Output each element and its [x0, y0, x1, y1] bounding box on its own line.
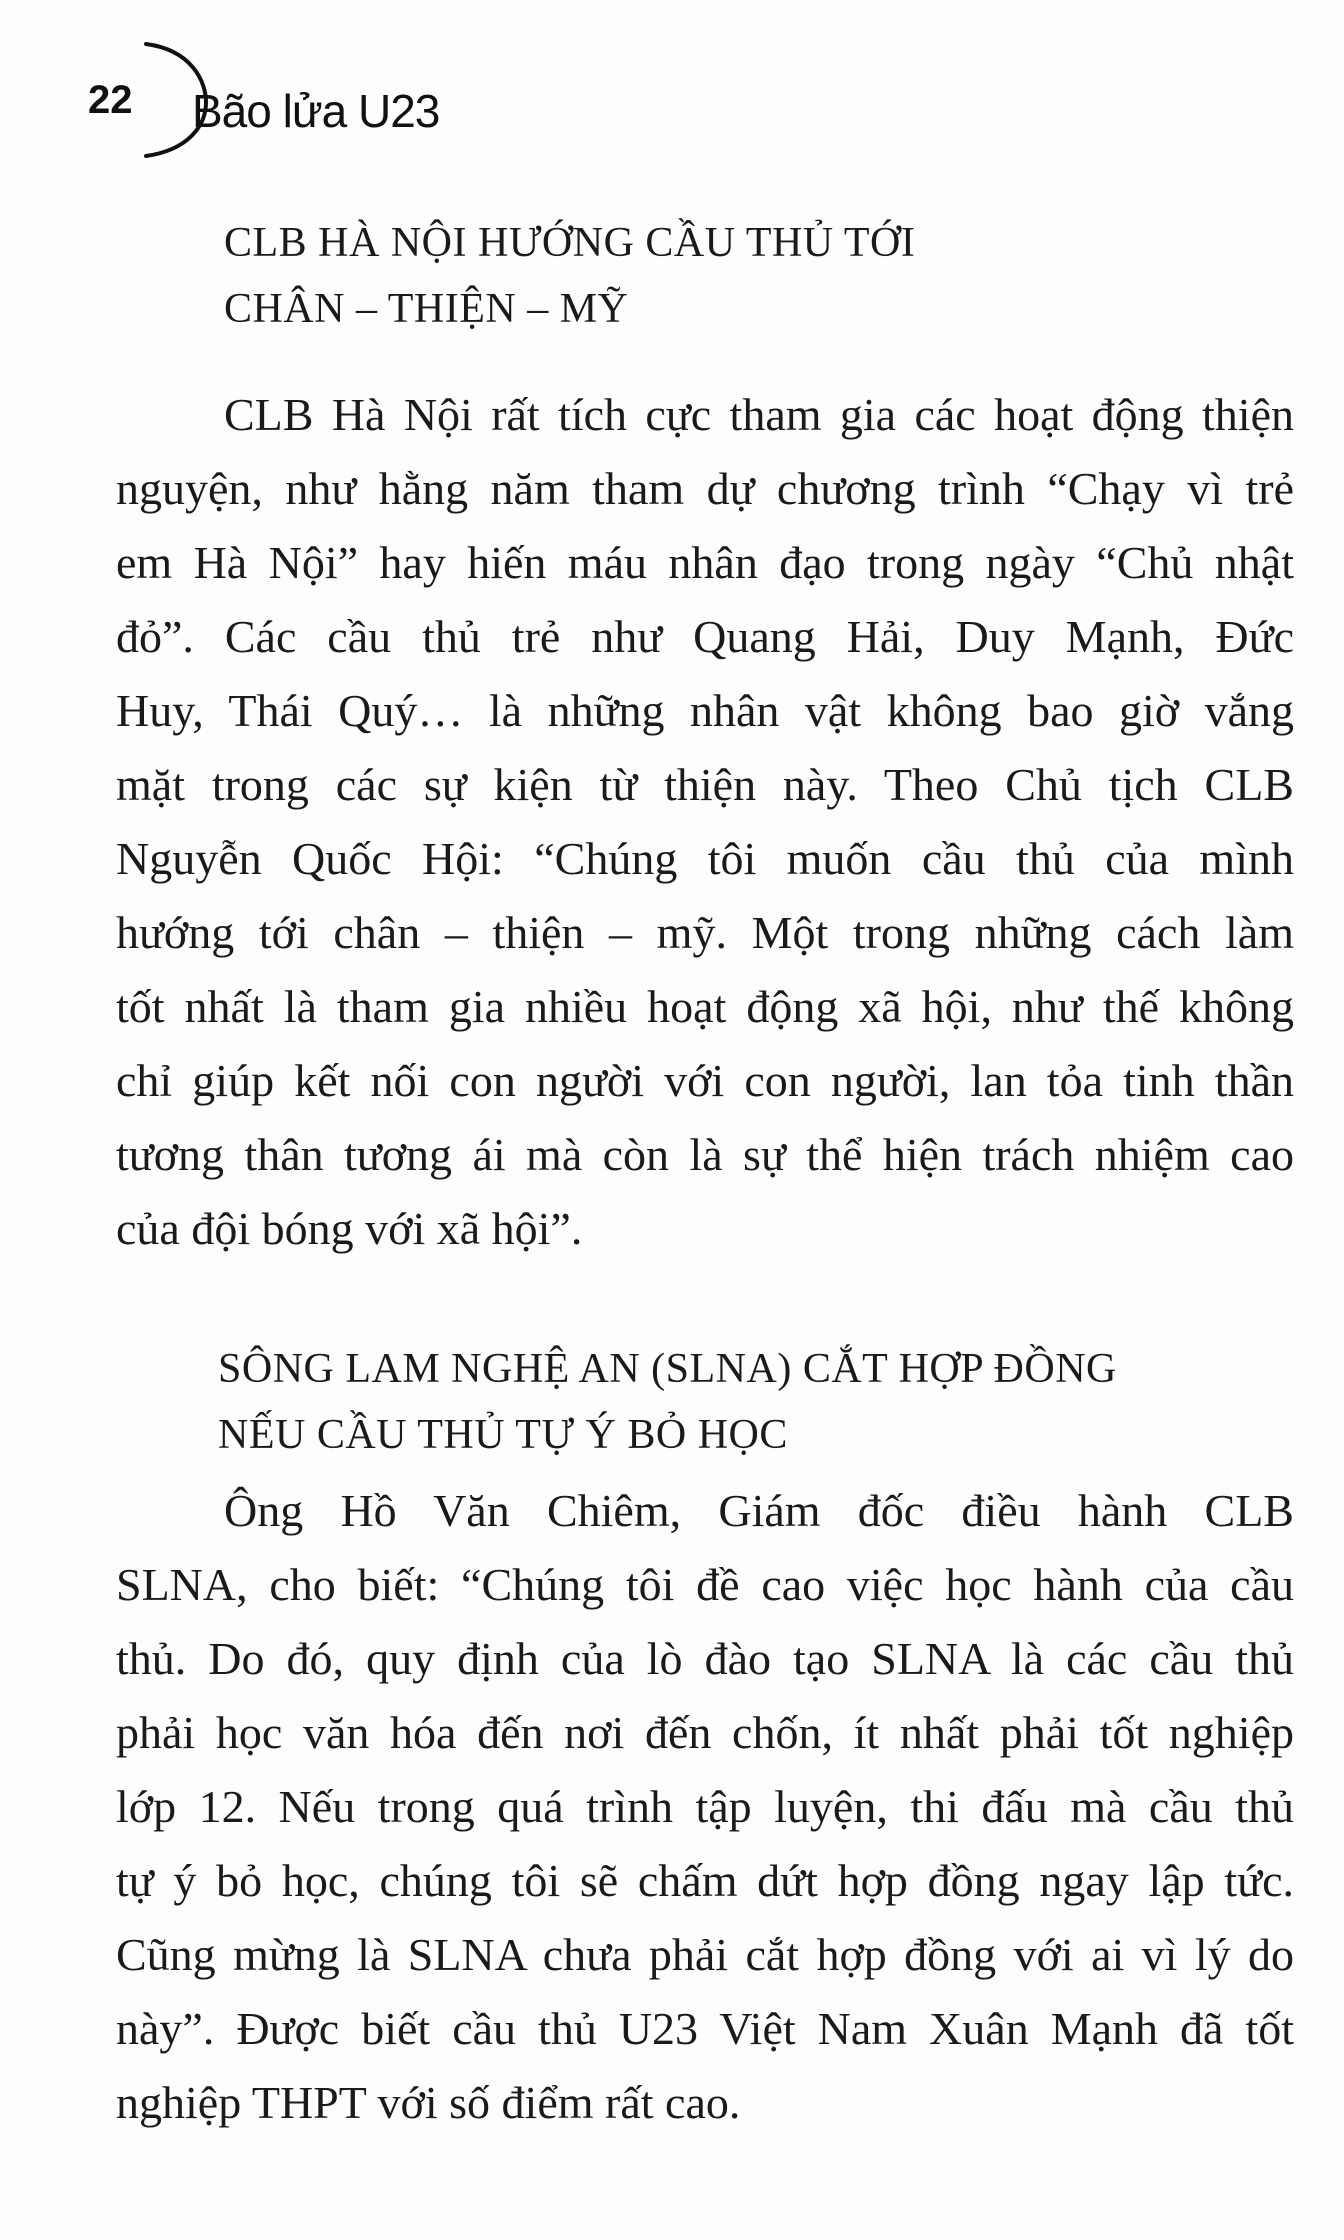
heading-line: SÔNG LAM NGHỆ AN (SLNA) CẮT HỢP ĐỒNG — [218, 1346, 1117, 1392]
heading-line: CHÂN – THIỆN – MỸ — [224, 286, 629, 332]
text-line: tốt nhất là tham gia nhiều hoạt động xã hội, như thế không — [116, 981, 1294, 1032]
text-line: đỏ”. Các cầu thủ trẻ như Quang Hải, Duy Mạnh, Đức — [116, 611, 1294, 662]
paragraph-clb-ha-noi — [116, 378, 1294, 1266]
text-line: này”. Được biết cầu thủ U23 Việt Nam Xuân Mạnh đã tốt — [116, 2003, 1294, 2054]
heading-line: NẾU CẦU THỦ TỰ Ý BỎ HỌC — [218, 1412, 788, 1458]
text-line: Cũng mừng là SLNA chưa phải cắt hợp đồng với ai vì lý do — [116, 1929, 1294, 1980]
text-line: phải học văn hóa đến nơi đến chốn, ít nhất phải tốt nghiệp — [116, 1707, 1294, 1758]
text-line: của đội bóng với xã hội”. — [116, 1203, 583, 1254]
text-line: lớp 12. Nếu trong quá trình tập luyện, thi đấu mà cầu thủ — [116, 1781, 1294, 1832]
text-line: SLNA, cho biết: “Chúng tôi đề cao việc học hành của cầu — [116, 1559, 1294, 1610]
text-line: tự ý bỏ học, chúng tôi sẽ chấm dứt hợp đồng ngay lập tức. — [116, 1855, 1294, 1906]
section-heading-clb-ha-noi — [224, 210, 915, 342]
text-line: nguyện, như hằng năm tham dự chương trình “Chạy vì trẻ — [116, 463, 1294, 514]
text-line: CLB Hà Nội rất tích cực tham gia các hoạt động thiện — [224, 389, 1294, 440]
running-title: Bão lửa U23 — [192, 85, 440, 137]
text-line: Nguyễn Quốc Hội: “Chúng tôi muốn cầu thủ của mình — [116, 833, 1294, 884]
paragraph-slna — [116, 1474, 1294, 2140]
text-line: tương thân tương ái mà còn là sự thể hiện trách nhiệm cao — [116, 1129, 1294, 1180]
page-header — [80, 40, 780, 170]
text-line: thủ. Do đó, quy định của lò đào tạo SLNA là các cầu thủ — [116, 1633, 1294, 1684]
heading-line: CLB HÀ NỘI HƯỚNG CẦU THỦ TỚI — [224, 220, 916, 266]
text-line: mặt trong các sự kiện từ thiện này. Theo Chủ tịch CLB — [116, 759, 1294, 810]
section-heading-slna — [218, 1336, 1117, 1468]
text-line: Huy, Thái Quý… là những nhân vật không bao giờ vắng — [116, 685, 1294, 736]
text-line: chỉ giúp kết nối con người với con người, lan tỏa tinh thần — [116, 1055, 1294, 1106]
text-line: Ông Hồ Văn Chiêm, Giám đốc điều hành CLB — [224, 1485, 1294, 1536]
text-line: hướng tới chân – thiện – mỹ. Một trong những cách làm — [116, 907, 1294, 958]
page-number: 22 — [88, 78, 133, 122]
text-line: em Hà Nội” hay hiến máu nhân đạo trong ngày “Chủ nhật — [116, 537, 1294, 588]
text-line: nghiệp THPT với số điểm rất cao. — [116, 2077, 741, 2128]
